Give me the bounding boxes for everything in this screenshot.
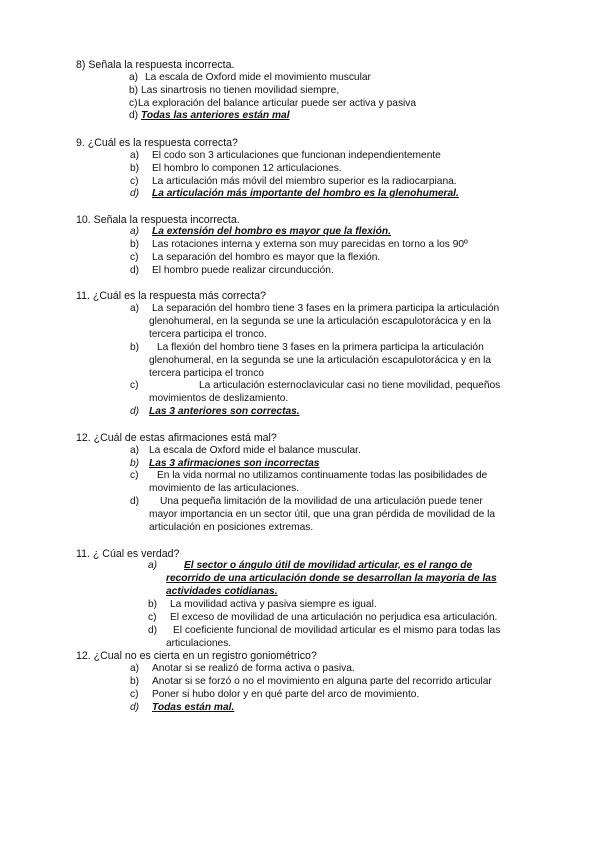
option-letter: d) [130,265,140,276]
option-text: Anotar si se realizó de forma activa o pasiva. [152,663,355,674]
option-text: La extensión del hombro es mayor que la flexión. [152,226,391,237]
question-11-title: 11. ¿Cuál es la respuesta más correcta? [76,290,266,302]
question-9-title: 9. ¿Cuál es la respuesta correcta? [76,137,238,149]
option-text-line: Las 3 anteriores son correctas. [149,406,300,417]
option-letter: c) [130,470,139,481]
option-text-line: El exceso de movilidad de una articulación no perjudica esa articulación. [170,612,498,623]
option-text-line: La movilidad activa y pasiva siempre es igual. [170,599,377,610]
option-text-line: El coeficiente funcional de movilidad articular es el mismo para todas las [173,625,501,636]
option-letter: a) [130,663,140,674]
option-letter: b) [130,163,140,174]
option-letter: a) [130,303,140,314]
option-text-line: tercera participa el tronco. [149,329,267,340]
option-letter: d) [129,110,139,121]
option-text: Todas están mal. [152,702,235,713]
option-letter: a) [148,560,158,571]
option-text: La exploración del balance articular puede ser activa y pasiva [138,98,417,109]
option-letter: a) [129,72,139,83]
option-letter: c) [130,252,139,263]
option-text-line: En la vida normal no utilizamos continuamente todas las posibilidades de [157,470,488,481]
option-text-line: movimientos de deslizamiento. [149,393,289,404]
option-text-line: glenohumeral, en la segunda se une la articulación escapulotorácica y en la [149,316,492,327]
question-8-title: 8) Señala la respuesta incorrecta. [76,59,235,71]
option-text-line: mayor importancia en un sector útil, que una gran pérdida de movilidad de la [149,509,496,520]
option-letter: c) [129,98,138,109]
option-text: Anotar si se forzó o no el movimiento en alguna parte del recorrido articular [152,676,492,687]
option-letter: a) [130,445,140,456]
option-letter: c) [148,612,157,623]
option-text-line: La flexión del hombro tiene 3 fases en la primera participa la articulación [157,342,484,353]
option-text: Las rotaciones interna y externa son muy parecidas en torno a los 90º [152,239,468,250]
option-letter: c) [130,380,139,391]
option-text: Poner si hubo dolor y en qué parte del arco de movimiento. [152,689,420,700]
option-letter: d) [148,625,158,636]
option-text: Las sinartrosis no tienen movilidad siempre, [141,85,340,96]
option-text-line: La escala de Oxford mide el balance muscular. [149,445,361,456]
option-letter: d) [130,406,140,417]
option-letter: d) [130,188,140,199]
option-text-line: movimiento de las articulaciones. [149,483,300,494]
question-11b-title: 11. ¿ Cúal es verdad? [76,548,180,560]
option-text: El codo son 3 articulaciones que funcionan independientemente [152,150,441,161]
question-10-title: 10. Señala la respuesta incorrecta. [76,214,240,226]
option-text-line: Las 3 afirmaciones son incorrectas [149,458,320,469]
option-letter: a) [130,226,140,237]
option-text: La separación del hombro es mayor que la flexión. [152,252,381,263]
question-12-title: 12. ¿Cuál de estas afirmaciones está mal? [76,432,277,444]
option-text: La articulación más importante del hombro es la glenohumeral. [152,188,459,199]
option-text-line: actividades cotidianas. [166,586,278,597]
option-text-line: La separación del hombro tiene 3 fases en la primera participa la articulación [152,303,500,314]
option-text-line: El sector o ángulo útil de movilidad articular, es el rango de [184,560,473,571]
option-letter: c) [130,176,139,187]
option-letter: b) [148,599,158,610]
option-text-line: recorrido de una articulación donde se desarrollan la mayoria de las [166,573,497,584]
option-letter: a) [130,150,140,161]
option-text-line: La articulación esternoclavicular casi no tiene movilidad, pequeños [199,380,501,391]
option-text: La articulación más móvil del miembro superior es la radiocarpiana. [152,176,457,187]
option-text: Todas las anteriores están mal [141,110,290,121]
option-text: La escala de Oxford mide el movimiento muscular [145,72,371,83]
option-text-line: articulación en posiciones extremas. [149,522,314,533]
option-letter: b) [129,85,139,96]
option-letter: b) [130,342,140,353]
option-text-line: Una pequeña limitación de la movilidad de una articulación puede tener [160,496,483,507]
option-text-line: tercera participa el tronco [149,368,264,379]
option-letter: b) [130,458,140,469]
option-text-line: articulaciones. [166,638,232,649]
option-letter: b) [130,239,140,250]
option-letter: d) [130,702,140,713]
question-12b-title: 12. ¿Cual no es cierta en un registro goniométrico? [76,650,317,662]
option-text-line: glenohumeral, en la segunda se une la articulación escapulotorácica y en la [149,355,492,366]
option-letter: b) [130,676,140,687]
option-letter: c) [130,689,139,700]
option-text: El hombro lo componen 12 articulaciones. [152,163,342,174]
option-text: El hombro puede realizar circunducción. [152,265,334,276]
option-letter: d) [130,496,140,507]
